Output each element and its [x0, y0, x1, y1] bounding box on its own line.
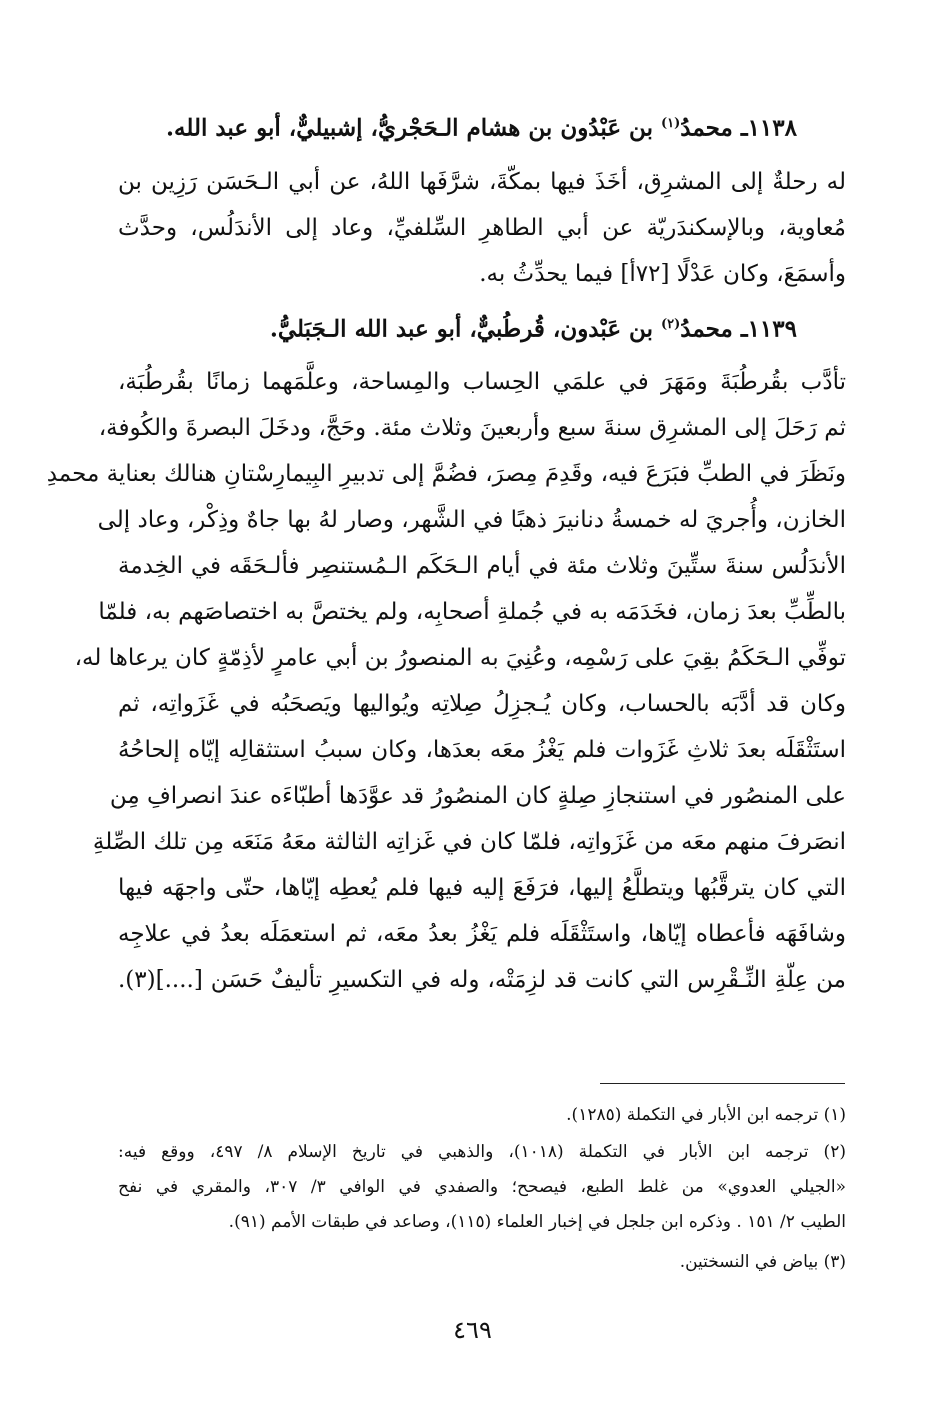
body-line: له رحلةٌ إلى المشرِق، أخَذَ فيها بمكّةَ، شرَّفَها اللهُ، عن أبي الـحَسَن رَزِين بن	[118, 169, 846, 195]
entry-number: ١١٣٨ـ محمدُ	[680, 114, 797, 142]
body-line: تأدَّب بقُرطُبَةَ ومَهَرَ في علمَي الحِساب والمِساحة، وعلَّمَهما زمانًا بقُرطُبَة،	[118, 369, 846, 395]
body-line: وكان قد أدَّبَه بالحساب، وكان يُـجزِلُ صِلاتِه ويُواليها ويَصحَبُه في غَزَواتِه، ثم	[118, 691, 846, 717]
footnote: (٢) ترجمه ابن الأبار في التكملة (١٠١٨)، والذهبي في تاريخ الإسلام ٨/ ٤٩٧، ووقع فيه:	[118, 1142, 846, 1162]
page-number: ٤٦٩	[453, 1316, 492, 1344]
entry-heading-1139	[270, 305, 797, 350]
entry-heading-1138	[166, 104, 797, 149]
body-line: التي كان يترقَّبُها ويتطلَّعُ إليها، فرَفَعَ إليه فيها فلم يُعطِه إيّاها، حتّى واجهَه فيها	[118, 875, 846, 901]
entry-name: بن عَبْدون، قُرطُبيٌّ، أبو عبد الله الـجَبَليُّ.	[269, 315, 653, 343]
body-line: بالطِّبِّ بعدَ زمان، فخَدَمَه به في جُملةِ أصحابِه، ولم يختصَّ به اختصاصَهم به، فلمّا	[98, 599, 846, 625]
entry-number: ١١٣٩ـ محمدُ	[680, 315, 797, 343]
footnote: (٣) بياض في النسختين.	[679, 1252, 846, 1272]
body-line: على المنصُور في استنجازِ صِلةٍ كان المنصُورُ قد عوَّدَها أطبّاءَه عندَ انصرافِ مِن	[109, 783, 846, 809]
footnote-ref: (٢)	[660, 317, 681, 332]
body-line: مُعاوية، وبالإسكندَريّة عن أبي الطاهرِ السِّلفيِّ، وعاد إلى الأندَلُس، وحدَّث	[118, 215, 846, 241]
body-line: من عِلّةِ النِّـقْرِس التي كانت قد لزِمَتْه، وله في التكسيرِ تأليفٌ حَسَن [....](٣).	[118, 967, 846, 993]
footnote: «الجيلي العدوي» من غلط الطبع، فيصحح؛ والصفدي في الوافي ٣/ ٣٠٧، والمقري في نفح	[118, 1177, 847, 1197]
footnote: الطيب ٢/ ١٥١ . وذكره ابن جلجل في إخبار العلماء (١١٥)، وصاعد في طبقات الأمم (٩١).	[228, 1212, 846, 1232]
body-line: استَثْقَلَه بعدَ ثلاثِ غَزَوات فلم يَغْزُ معَه بعدَها، وكان سببُ استثقالِه إيّاه إلحاحُهُ	[118, 737, 846, 763]
body-line: ثم رَحَلَ إلى المشرِق سنةَ سبع وأربعينَ وثلاث مئة. وحَجَّ، ودخَلَ البصرةَ والكُوفة،	[98, 415, 846, 441]
entry-name: بن عَبْدُون بن هشام الـحَجْريُّ، إشبيليٌّ، أبو عبد الله.	[166, 114, 653, 142]
body-line: انصَرفَ منهم معَه من غَزَواتِه، فلمّا كان في غَزاتِه الثالثة معَهُ مَنَعَه مِن تلك الصِّلةِ	[92, 829, 846, 855]
footnote: (١) ترجمه ابن الأبار في التكملة (١٢٨٥).	[566, 1105, 846, 1125]
body-line: ونَظَرَ في الطبِّ فبَرَعَ فيه، وقَدِمَ مِصرَ، فضُمَّ إلى تدبيرِ البِيمارِسْتانِ هنالك بعناية محمدِ	[46, 461, 846, 487]
body-line: وشافَهَه فأعطاه إيّاها، واستَثْقَلَه فلم يَغْزُ بعدُ معَه، ثم استعمَلَه بعدُ في علاجِه	[118, 921, 846, 947]
body-line: توفِّي الـحَكَمُ بقِيَ على رَسْمِه، وعُنِيَ به المنصورُ بن أبي عامرٍ لأذِمّةٍ كان يرعاها له،	[74, 645, 846, 671]
body-line: الأندَلُس سنةَ ستِّينَ وثلاث مئة في أيام الـحَكَم الـمُستنصِر فألـحَقَه في الخِدمة	[118, 553, 846, 579]
footnote-separator	[600, 1083, 845, 1084]
body-line: الخازن، وأُجريَ له خمسةُ دنانيرَ ذهبًا في الشَّهر، وصار لهُ بها جاهٌ وذِكْر، وعاد إلى	[97, 507, 846, 533]
footnote-ref: (١)	[660, 116, 681, 131]
body-line: وأسمَعَ، وكان عَدْلًا [٧٢أ] فيما يحدِّثُ به.	[479, 261, 846, 287]
